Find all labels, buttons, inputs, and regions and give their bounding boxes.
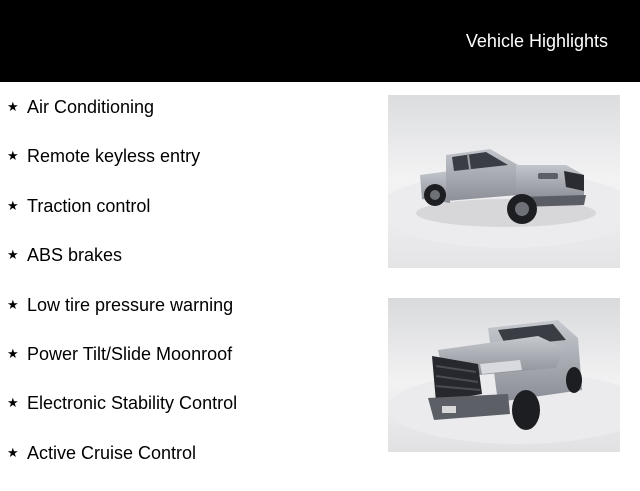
feature-item (7, 343, 377, 392)
feature-item (7, 392, 377, 441)
feature-label: Remote keyless entry (27, 146, 201, 167)
star-icon: ★ (7, 247, 19, 263)
feature-list (7, 96, 377, 491)
feature-label: Active Cruise Control (27, 442, 197, 463)
star-icon: ★ (7, 148, 19, 164)
feature-item (7, 195, 377, 244)
feature-label: Air Conditioning (27, 97, 155, 117)
star-icon: ★ (7, 197, 19, 213)
header-bar (0, 0, 640, 82)
feature-item (7, 442, 377, 491)
feature-label: Electronic Stability Control (27, 393, 238, 414)
star-icon: ★ (7, 99, 19, 114)
star-icon: ★ (7, 345, 19, 361)
page-title: Vehicle Highlights (465, 31, 608, 51)
star-icon: ★ (7, 395, 19, 411)
star-icon: ★ (7, 296, 19, 312)
feature-label: Traction control (27, 195, 151, 216)
feature-label: Power Tilt/Slide Moonroof (27, 343, 233, 364)
vehicle-photo-front (388, 298, 620, 452)
feature-item (7, 96, 377, 145)
truck-side-view-photo (388, 95, 620, 268)
feature-label: Low tire pressure warning (27, 294, 234, 315)
truck-front-view-photo (388, 298, 620, 452)
feature-item (7, 244, 377, 293)
vehicle-photo-side (388, 95, 620, 268)
feature-label: ABS brakes (27, 245, 123, 266)
feature-item (7, 145, 377, 194)
star-icon: ★ (7, 444, 19, 460)
feature-item (7, 294, 377, 343)
